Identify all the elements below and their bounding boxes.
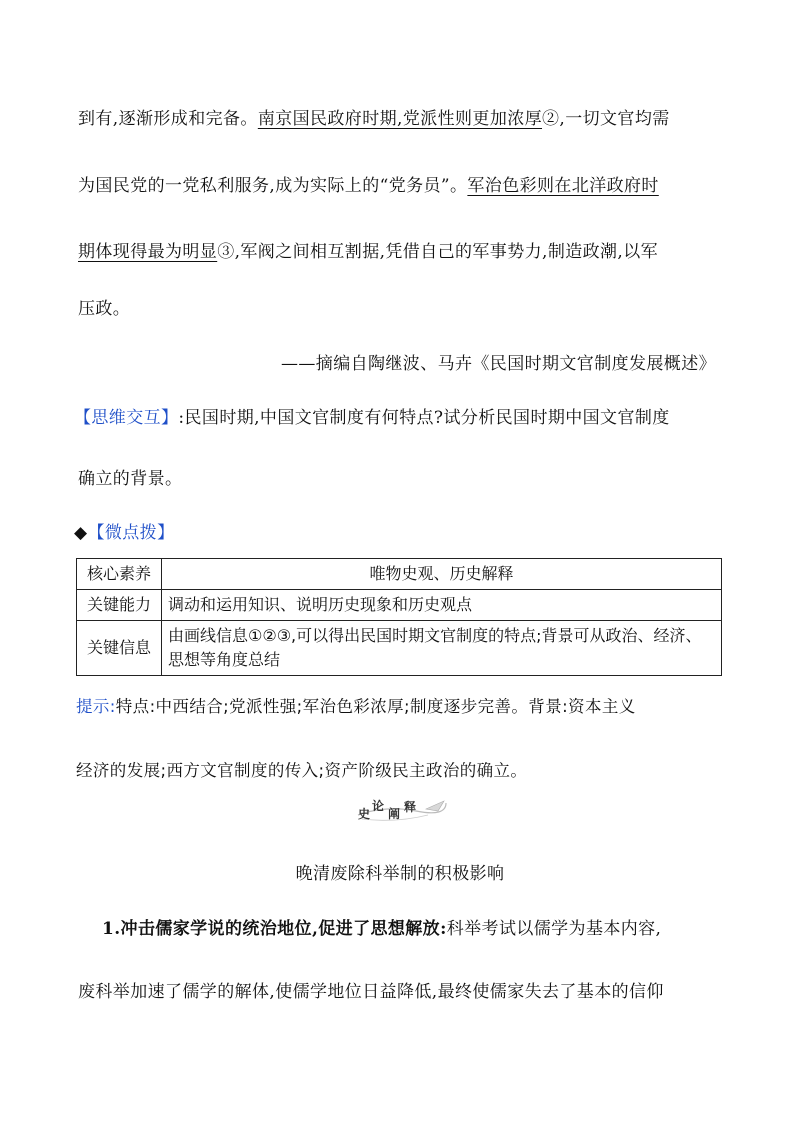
text-span: ②,一切文官均需 <box>542 109 670 129</box>
stamp-char: 释 <box>404 800 417 814</box>
underlined-text: 期体现得最为明显 <box>78 242 218 262</box>
table-cell: 唯物史观、历史解释 <box>162 559 722 590</box>
hint-text: 特点:中西结合;党派性强;军治色彩浓厚;制度逐步完善。背景:资本主义 <box>115 697 636 716</box>
hint-line-2: 经济的发展;西方文官制度的传入;资产阶级民主政治的确立。 <box>76 761 528 780</box>
section-paragraph-line-1 <box>102 914 661 939</box>
thinking-question: :民国时期,中国文官制度有何特点?试分析民国时期中国文官制度 <box>178 408 670 428</box>
table-head-cell: 关键能力 <box>77 590 162 621</box>
micro-label: 【微点拨】 <box>87 523 175 543</box>
paragraph-line-1 <box>78 104 670 129</box>
hint-label: 提示: <box>76 697 116 716</box>
table-head-cell: 核心素养 <box>77 559 162 590</box>
table-cell: 由画线信息①②③,可以得出民国时期文官制度的特点;背景可从政治、经济、思想等角度总结 <box>162 621 722 676</box>
text-span: ③,军阀之间相互割据,凭借自己的军事势力,制造政潮,以军 <box>217 242 659 262</box>
stamp-char: 阐 <box>388 807 401 821</box>
table-row <box>77 621 722 676</box>
paragraph-line-2 <box>78 171 659 196</box>
bold-lead: 1.冲击儒家学说的统治地位,促进了思想解放: <box>102 919 447 939</box>
paragraph-line-3 <box>78 237 658 262</box>
thinking-line-1 <box>74 403 670 428</box>
underlined-text: 军治色彩则在北洋政府时 <box>467 176 659 196</box>
stamp-char: 史 <box>358 807 371 821</box>
text-span: 为国民党的一党私利服务,成为实际上的“党务员”。 <box>78 176 468 196</box>
hint-line-1 <box>76 693 636 717</box>
paragraph-line-4: 压政。 <box>78 299 131 319</box>
thinking-line-2: 确立的背景。 <box>78 469 183 489</box>
diamond-bullet-icon: ◆ <box>74 523 88 543</box>
underlined-text: 南京国民政府时期,党派性则更加浓厚 <box>257 109 543 129</box>
table-head-cell: 关键信息 <box>77 621 162 676</box>
section-title: 晚清废除科举制的积极影响 <box>295 864 505 884</box>
table-cell: 调动和运用知识、说明历史现象和历史观点 <box>162 590 722 621</box>
stamp-char: 论 <box>372 799 385 813</box>
section-paragraph-line-2: 废科举加速了儒学的解体,使儒学地位日益降低,最终使儒家失去了基本的信仰 <box>78 982 664 1002</box>
section-stamp-icon <box>356 797 448 825</box>
table-row <box>77 559 722 590</box>
micro-table <box>76 558 722 676</box>
micro-header <box>74 518 174 543</box>
table-row <box>77 590 722 621</box>
source-citation: ——摘编自陶继波、马卉《民国时期文官制度发展概述》 <box>281 354 716 374</box>
text-span: 到有,逐渐形成和完备。 <box>78 109 258 129</box>
thinking-label: 【思维交互】 <box>74 408 179 428</box>
text-span: 科举考试以儒学为基本内容, <box>446 919 662 939</box>
